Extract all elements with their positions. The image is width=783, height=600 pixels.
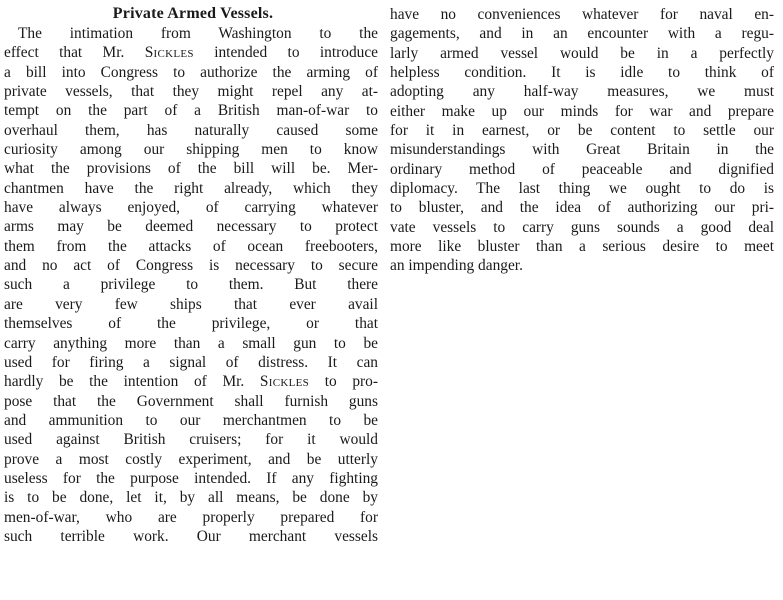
text-line: chantmen have the right already, which they (4, 179, 378, 197)
text-fragment: to pro- (309, 373, 378, 391)
text-line: for it in earnest, or be content to settle our (390, 122, 774, 140)
article-title: Private Armed Vessels. (112, 5, 274, 22)
text-line: The intimation from Washington to the (18, 25, 378, 42)
text-line (4, 43, 378, 62)
text-line: what the provisions of the bill will be. Mer- (4, 160, 378, 178)
text-line: curiosity among our shipping men to know (4, 141, 378, 159)
name-sickles: Sickles (259, 373, 310, 391)
text-line: tempt on the part of a British man-of-war to (4, 102, 378, 120)
text-line: used for firing a signal of distress. It can (4, 353, 378, 371)
text-line: vate vessels to carry guns sounds a good deal (390, 218, 774, 236)
text-line: an impending danger. (390, 257, 523, 275)
name-sickles: Sickles (144, 44, 194, 62)
text-line: private vessels, that they might repel any at- (4, 83, 378, 101)
text-line: diplomacy. The last thing we ought to do is (390, 180, 774, 198)
text-line: is to be done, let it, by all means, be done by (4, 489, 378, 507)
text-fragment: hardly be the intention of Mr. (4, 373, 260, 391)
text-line: larly armed vessel would be in a perfectly (390, 44, 774, 62)
text-line: useless for the purpose intended. If any fighting (4, 469, 378, 487)
text-line: overhaul them, has naturally caused some (4, 121, 378, 139)
left-column (4, 24, 378, 546)
text-line: have no conveniences whatever for naval en- (390, 6, 774, 23)
text-line: more like bluster than a serious desire to meet (390, 238, 774, 256)
text-line: men-of-war, who are properly prepared for (4, 508, 378, 526)
text-line (4, 372, 378, 391)
text-line: prove a most costly experiment, and be utterly (4, 450, 378, 468)
right-column (390, 5, 774, 276)
text-line: such terrible work. Our merchant vessels (4, 527, 378, 545)
text-line: pose that the Government shall furnish guns (4, 392, 378, 410)
text-fragment: intended to introduce (193, 44, 378, 62)
text-line: themselves of the privilege, or that (4, 315, 378, 333)
text-line: such a privilege to them. But there (4, 276, 378, 294)
text-line: carry anything more than a small gun to be (4, 334, 378, 352)
text-line: are very few ships that ever avail (4, 295, 378, 313)
text-line: helpless condition. It is idle to think of (390, 64, 774, 82)
text-line: gagements, and in an encounter with a regu- (390, 25, 774, 43)
text-line: used against British cruisers; for it would (4, 431, 378, 449)
text-line: and ammunition to our merchantmen to be (4, 411, 378, 429)
text-line: and no act of Congress is necessary to secure (4, 257, 378, 275)
text-line: arms may be deemed necessary to protect (4, 218, 378, 236)
text-line: have always enjoyed, of carrying whatever (4, 199, 378, 217)
text-line: adopting any half-way measures, we must (390, 83, 774, 101)
text-line: to bluster, and the idea of authorizing our pri- (390, 199, 774, 217)
text-line: either make up our minds for war and prepare (390, 102, 774, 120)
text-line: misunderstandings with Great Britain in the (390, 141, 774, 159)
text-line: ordinary method of peaceable and dignified (390, 160, 774, 178)
text-fragment: effect that Mr. (4, 44, 145, 62)
text-line: a bill into Congress to authorize the arming of (4, 63, 378, 81)
text-line: them from the attacks of ocean freebooters, (4, 237, 378, 255)
